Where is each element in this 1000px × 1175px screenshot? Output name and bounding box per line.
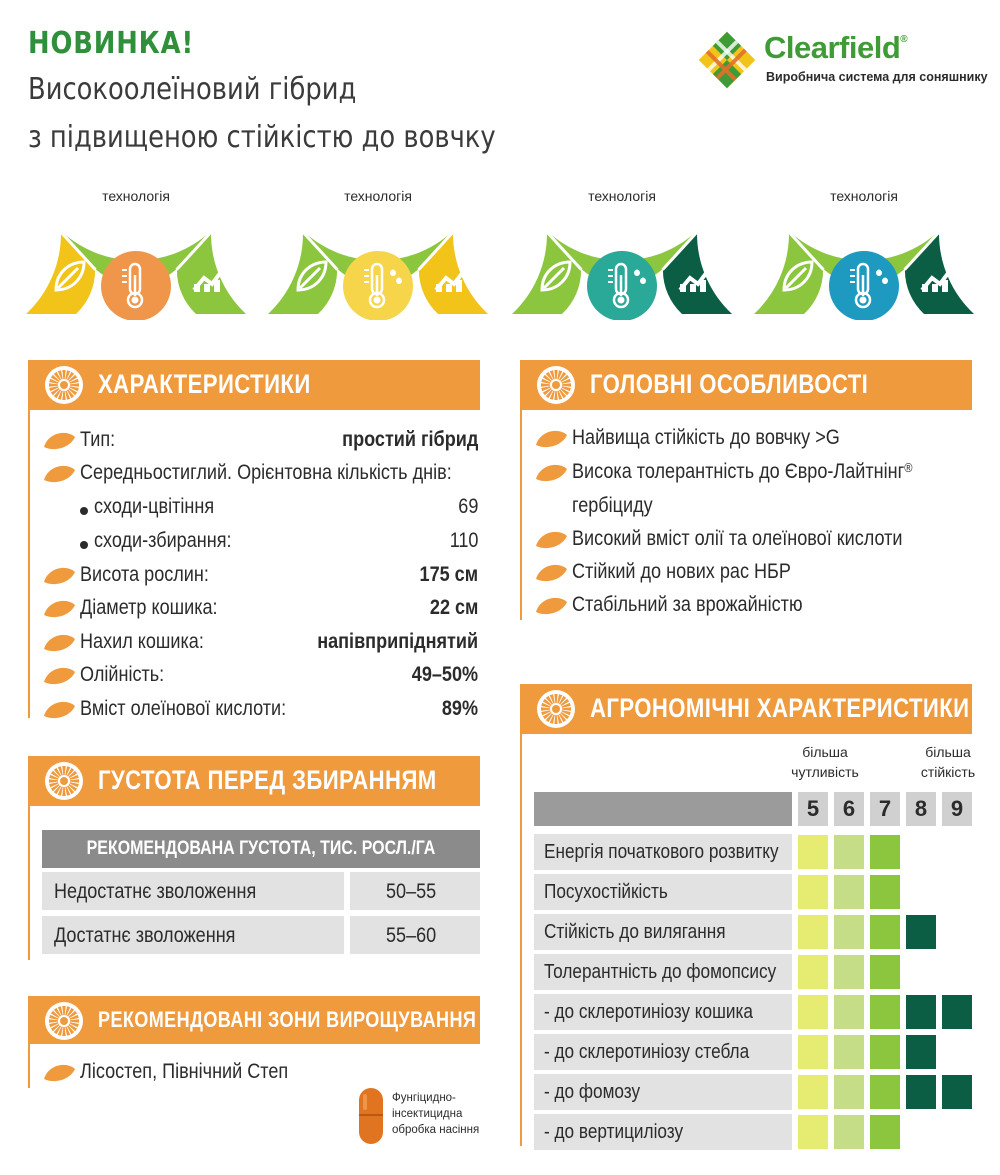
feature-item: Висока толерантність до Євро-Лайтнінг®	[572, 460, 913, 483]
rating-cell	[870, 835, 900, 869]
leaf-bullet-icon	[42, 1062, 76, 1084]
leaf-bullet-icon	[42, 699, 76, 721]
rating-cell	[834, 955, 864, 989]
technology-gauge	[268, 180, 488, 320]
page-title-new: НОВИНКА!	[28, 26, 195, 61]
rating-cell	[798, 955, 828, 989]
rating-cell	[906, 1075, 936, 1109]
technology-gauge	[26, 180, 246, 320]
characteristics-header	[28, 360, 480, 410]
scale-header-bar	[534, 792, 792, 826]
agro-row-label: Енергія початкового розвитку	[534, 834, 792, 870]
scale-number: 5	[798, 792, 828, 826]
clearfield-logo-icon	[696, 30, 758, 90]
rating-cell	[834, 1075, 864, 1109]
resistance-hint: більша стійкість	[920, 744, 976, 780]
density-row-label: Недостатнє зволоження	[42, 872, 344, 910]
agro-row-label: - до фомозу	[534, 1074, 792, 1110]
agro-row-label: - до склеротиніозу кошика	[534, 994, 792, 1030]
characteristic-label: сходи-цвітіння	[94, 495, 215, 518]
rating-cell	[906, 915, 936, 949]
rating-cell	[798, 1075, 828, 1109]
sensitivity-hint: більша чутливість	[791, 744, 859, 780]
density-header	[28, 756, 480, 806]
characteristics-title: ХАРАКТЕРИСТИКИ	[98, 369, 311, 399]
scale-number: 7	[870, 792, 900, 826]
leaf-bullet-icon	[534, 428, 568, 450]
characteristic-value: 175 см	[419, 563, 478, 586]
rating-cell	[870, 1035, 900, 1069]
characteristic-value: 110	[449, 529, 478, 552]
bullet-dot	[80, 541, 88, 549]
rating-cell	[834, 835, 864, 869]
rating-cell	[834, 875, 864, 909]
rating-cell	[870, 995, 900, 1029]
subtitle-line-2: з підвищеною стійкістю до вовчку	[28, 120, 496, 155]
gauge-technology-label: технологія	[588, 188, 656, 204]
leaf-bullet-icon	[42, 463, 76, 485]
characteristic-value: простий гібрид	[341, 428, 478, 451]
characteristic-value: 89%	[441, 697, 478, 720]
agro-sideline	[520, 734, 522, 1146]
technology-gauge	[512, 180, 732, 320]
scales-icon	[842, 218, 886, 241]
gauge-technology-label: технологія	[102, 188, 170, 204]
characteristic-value: 22 см	[429, 596, 478, 619]
rating-cell	[834, 1115, 864, 1149]
zones-value: Лісостеп, Північний Степ	[80, 1060, 289, 1083]
rating-cell	[870, 1115, 900, 1149]
scales-icon	[114, 218, 158, 241]
agro-row-label: Стійкість до вилягання	[534, 914, 792, 950]
subtitle-line-1: Високоолеїновий гібрид	[28, 72, 357, 107]
leaf-bullet-icon	[534, 529, 568, 551]
rating-cell	[834, 1035, 864, 1069]
rating-cell	[870, 915, 900, 949]
density-table-header: РЕКОМЕНДОВАНА ГУСТОТА, ТИС. РОСЛ./ГА	[42, 830, 480, 868]
characteristic-label: Діаметр кошика:	[80, 596, 218, 619]
leaf-bullet-icon	[42, 598, 76, 620]
rating-cell	[798, 915, 828, 949]
characteristic-label: Олійність:	[80, 663, 165, 686]
sunflower-icon	[536, 689, 576, 729]
sunflower-icon	[44, 761, 84, 801]
density-row-label: Достатнє зволоження	[42, 916, 344, 954]
brand-name: Clearfield®	[764, 30, 908, 65]
characteristic-value: 69	[457, 495, 478, 518]
density-sideline	[28, 806, 30, 960]
scales-icon	[356, 218, 400, 241]
scales-icon	[600, 218, 644, 241]
rating-cell	[834, 915, 864, 949]
leaf-bullet-icon	[42, 430, 76, 452]
zones-header	[28, 996, 480, 1044]
zones-title: РЕКОМЕНДОВАНІ ЗОНИ ВИРОЩУВАННЯ	[98, 1007, 477, 1032]
density-row-value: 55–60	[350, 916, 480, 954]
rating-cell	[798, 1035, 828, 1069]
features-sideline	[520, 410, 522, 620]
rating-cell	[870, 1075, 900, 1109]
characteristic-label: Тип:	[80, 428, 116, 451]
gauge-right-segment	[177, 234, 246, 314]
agro-row-label: Посухостійкість	[534, 874, 792, 910]
rating-cell	[798, 875, 828, 909]
leaf-bullet-icon	[534, 462, 568, 484]
technology-gauge	[754, 180, 974, 320]
rating-cell	[906, 995, 936, 1029]
rating-cell	[942, 995, 972, 1029]
feature-item: Стабільний за врожайністю	[572, 593, 803, 616]
leaf-bullet-icon	[42, 632, 76, 654]
rating-cell	[942, 1075, 972, 1109]
leaf-bullet-icon	[42, 665, 76, 687]
density-title: ГУСТОТА ПЕРЕД ЗБИРАННЯМ	[98, 765, 437, 795]
rating-cell	[798, 995, 828, 1029]
agro-row-label: - до вертициліозу	[534, 1114, 792, 1150]
gauge-technology-label: технологія	[830, 188, 898, 204]
scale-number: 6	[834, 792, 864, 826]
characteristic-value: 49–50%	[411, 663, 478, 686]
sunflower-icon	[44, 1001, 84, 1041]
gauge-technology-label: технологія	[344, 188, 412, 204]
leaf-bullet-icon	[42, 565, 76, 587]
bullet-dot	[80, 507, 88, 515]
leaf-bullet-icon	[534, 562, 568, 584]
leaf-bullet-icon	[534, 595, 568, 617]
agro-row-label: - до склеротиніозу стебла	[534, 1034, 792, 1070]
seed-capsule-icon	[356, 1086, 386, 1146]
characteristics-sideline	[28, 410, 30, 718]
brand-tagline: Виробнича система для соняшнику	[766, 70, 988, 84]
feature-item: Стійкий до нових рас НБР	[572, 560, 791, 583]
zones-sideline	[28, 1044, 30, 1088]
characteristic-label: Нахил кошика:	[80, 630, 204, 653]
gauge-right-segment	[905, 234, 974, 314]
characteristic-label: Середньостиглий. Орієнтовна кількість днів:	[80, 461, 452, 484]
seed-treatment-note: Фунгіцидно- інсектицидна обробка насіння	[392, 1092, 480, 1136]
agro-title: АГРОНОМІЧНІ ХАРАКТЕРИСТИКИ	[590, 693, 970, 723]
rating-cell	[906, 1035, 936, 1069]
agro-row-label: Толерантність до фомопсису	[534, 954, 792, 990]
rating-cell	[870, 875, 900, 909]
gauge-right-segment	[663, 234, 732, 314]
agro-header	[520, 684, 972, 734]
feature-item: Найвища стійкість до вовчку >G	[572, 426, 840, 449]
scale-number: 8	[906, 792, 936, 826]
features-header	[520, 360, 972, 410]
characteristic-value: напівприпіднятий	[317, 630, 478, 653]
sunflower-icon	[44, 365, 84, 405]
gauge-right-segment	[419, 234, 488, 314]
scale-number: 9	[942, 792, 972, 826]
feature-item: Високий вміст олії та олеїнової кислоти	[572, 527, 903, 550]
rating-cell	[870, 955, 900, 989]
characteristic-label: Висота рослин:	[80, 563, 209, 586]
characteristic-label: сходи-збирання:	[94, 529, 232, 552]
sunflower-icon	[536, 365, 576, 405]
rating-cell	[798, 1115, 828, 1149]
rating-cell	[798, 835, 828, 869]
density-row-value: 50–55	[350, 872, 480, 910]
characteristic-label: Вміст олеїнової кислоти:	[80, 697, 287, 720]
features-title: ГОЛОВНІ ОСОБЛИВОСТІ	[590, 369, 869, 399]
rating-cell	[834, 995, 864, 1029]
feature-item-continuation: гербіциду	[572, 494, 653, 517]
